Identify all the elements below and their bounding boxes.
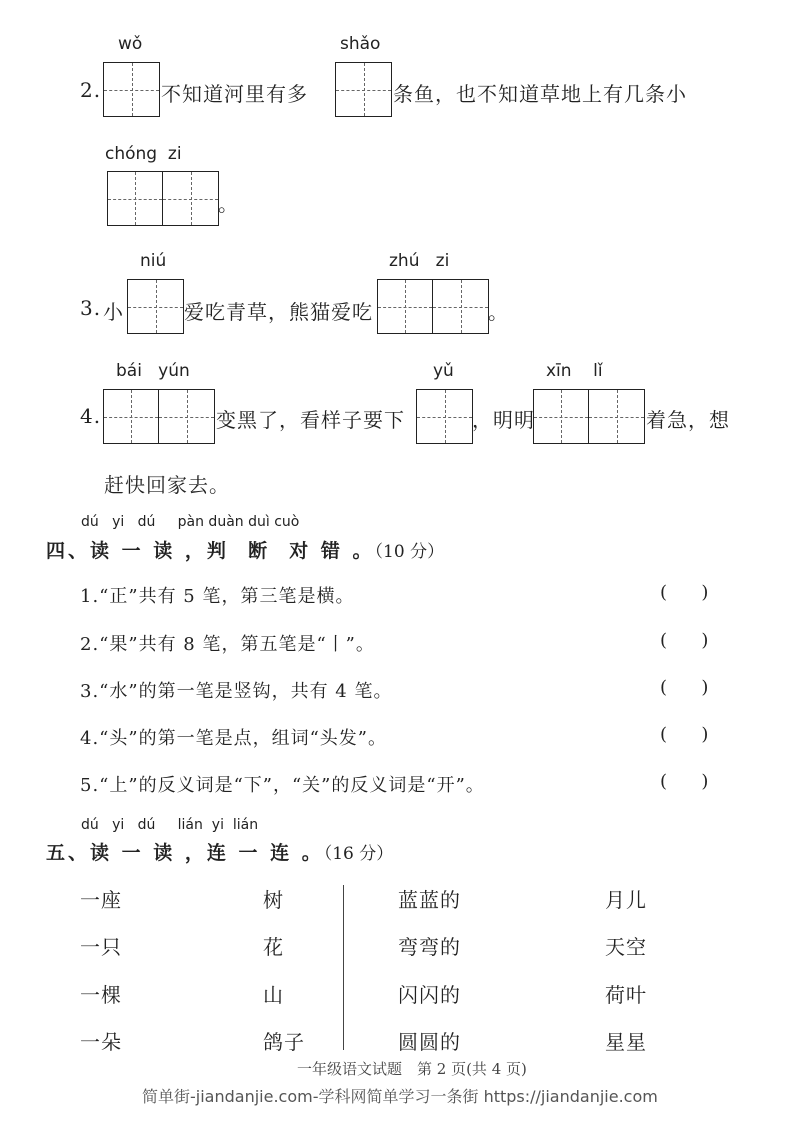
section-title	[46, 536, 444, 563]
match-word[interactable]: 一座	[80, 888, 122, 912]
divider	[343, 885, 344, 1050]
match-word[interactable]: 蓝蓝的	[398, 888, 461, 912]
text: 爱吃青草，熊猫爱吃	[184, 300, 373, 324]
pinyin: yǔ	[433, 361, 454, 381]
page-footer: 一年级语文试题 第 2 页(共 4 页)	[297, 1060, 527, 1078]
pinyin: xīn lǐ	[546, 361, 603, 381]
answer-blank[interactable]: ( )	[660, 582, 709, 603]
judge-item: 5.“上”的反义词是“下”，“关”的反义词是“开”。	[80, 775, 485, 796]
text: 着急，想	[646, 408, 730, 432]
pinyin: zhú zi	[389, 251, 450, 271]
writing-box[interactable]	[107, 171, 219, 226]
text: 条鱼，也不知道草地上有几条小	[393, 82, 687, 106]
pinyin: bái yún	[116, 361, 190, 381]
pinyin: niú	[140, 251, 167, 271]
q2-number: 2.	[80, 78, 102, 102]
match-word[interactable]: 花	[263, 935, 284, 959]
section-title	[46, 838, 393, 865]
writing-box[interactable]	[335, 62, 392, 117]
match-word[interactable]: 星星	[605, 1030, 647, 1054]
text: 不知道河里有多	[161, 82, 308, 106]
pinyin: wǒ	[118, 34, 143, 54]
text: 。	[488, 300, 509, 324]
section-pinyin: dú yi dú pàn duàn duì cuò	[81, 514, 300, 530]
writing-box[interactable]	[533, 389, 645, 444]
text: 小	[103, 300, 124, 324]
text: 变黑了，看样子要下	[216, 408, 405, 432]
writing-box[interactable]	[416, 389, 473, 444]
section-title-text: 五、读 一 读 ，连 一 连 。	[46, 842, 324, 864]
writing-box[interactable]	[103, 62, 160, 117]
match-word[interactable]: 荷叶	[605, 983, 647, 1007]
writing-box[interactable]	[377, 279, 489, 334]
q3-number: 3.	[80, 296, 102, 320]
answer-blank[interactable]: ( )	[660, 724, 709, 745]
judge-item: 4.“头”的第一笔是点，组词“头发”。	[80, 728, 387, 749]
match-word[interactable]: 闪闪的	[398, 983, 461, 1007]
match-word[interactable]: 一棵	[80, 983, 122, 1007]
match-word[interactable]: 月儿	[605, 888, 647, 912]
writing-box[interactable]	[127, 279, 184, 334]
judge-item: 1.“正”共有 5 笔，第三笔是横。	[80, 586, 355, 607]
q4-number: 4.	[80, 404, 102, 428]
match-word[interactable]: 一朵	[80, 1030, 122, 1054]
pinyin: shǎo	[340, 34, 381, 54]
match-word[interactable]: 天空	[605, 935, 647, 959]
answer-blank[interactable]: ( )	[660, 630, 709, 651]
match-word[interactable]: 鸽子	[263, 1030, 305, 1054]
judge-item: 2.“果”共有 8 笔，第五笔是“丨”。	[80, 634, 375, 655]
watermark: 简单街-jiandanjie.com-学科网简单学习一条街 https://jiandanjie.com	[142, 1087, 658, 1106]
text: ，明明	[472, 408, 535, 432]
match-word[interactable]: 圆圆的	[398, 1030, 461, 1054]
match-word[interactable]: 树	[263, 888, 284, 912]
section-title-text: 四、读 一 读 ，判 断 对 错 。	[46, 540, 375, 562]
section-score: （10 分）	[374, 542, 445, 562]
text: 赶快回家去。	[104, 473, 230, 497]
answer-blank[interactable]: ( )	[660, 771, 709, 792]
section-pinyin: dú yi dú lián yi lián	[81, 817, 259, 833]
match-word[interactable]: 弯弯的	[398, 935, 461, 959]
pinyin: chóng zi	[105, 144, 182, 164]
match-word[interactable]: 一只	[80, 935, 122, 959]
match-word[interactable]: 山	[263, 983, 284, 1007]
answer-blank[interactable]: ( )	[660, 677, 709, 698]
judge-item: 3.“水”的第一笔是竖钩，共有 4 笔。	[80, 681, 393, 702]
section-score: （16 分）	[323, 844, 394, 864]
writing-box[interactable]	[103, 389, 215, 444]
text: 。	[218, 192, 239, 216]
